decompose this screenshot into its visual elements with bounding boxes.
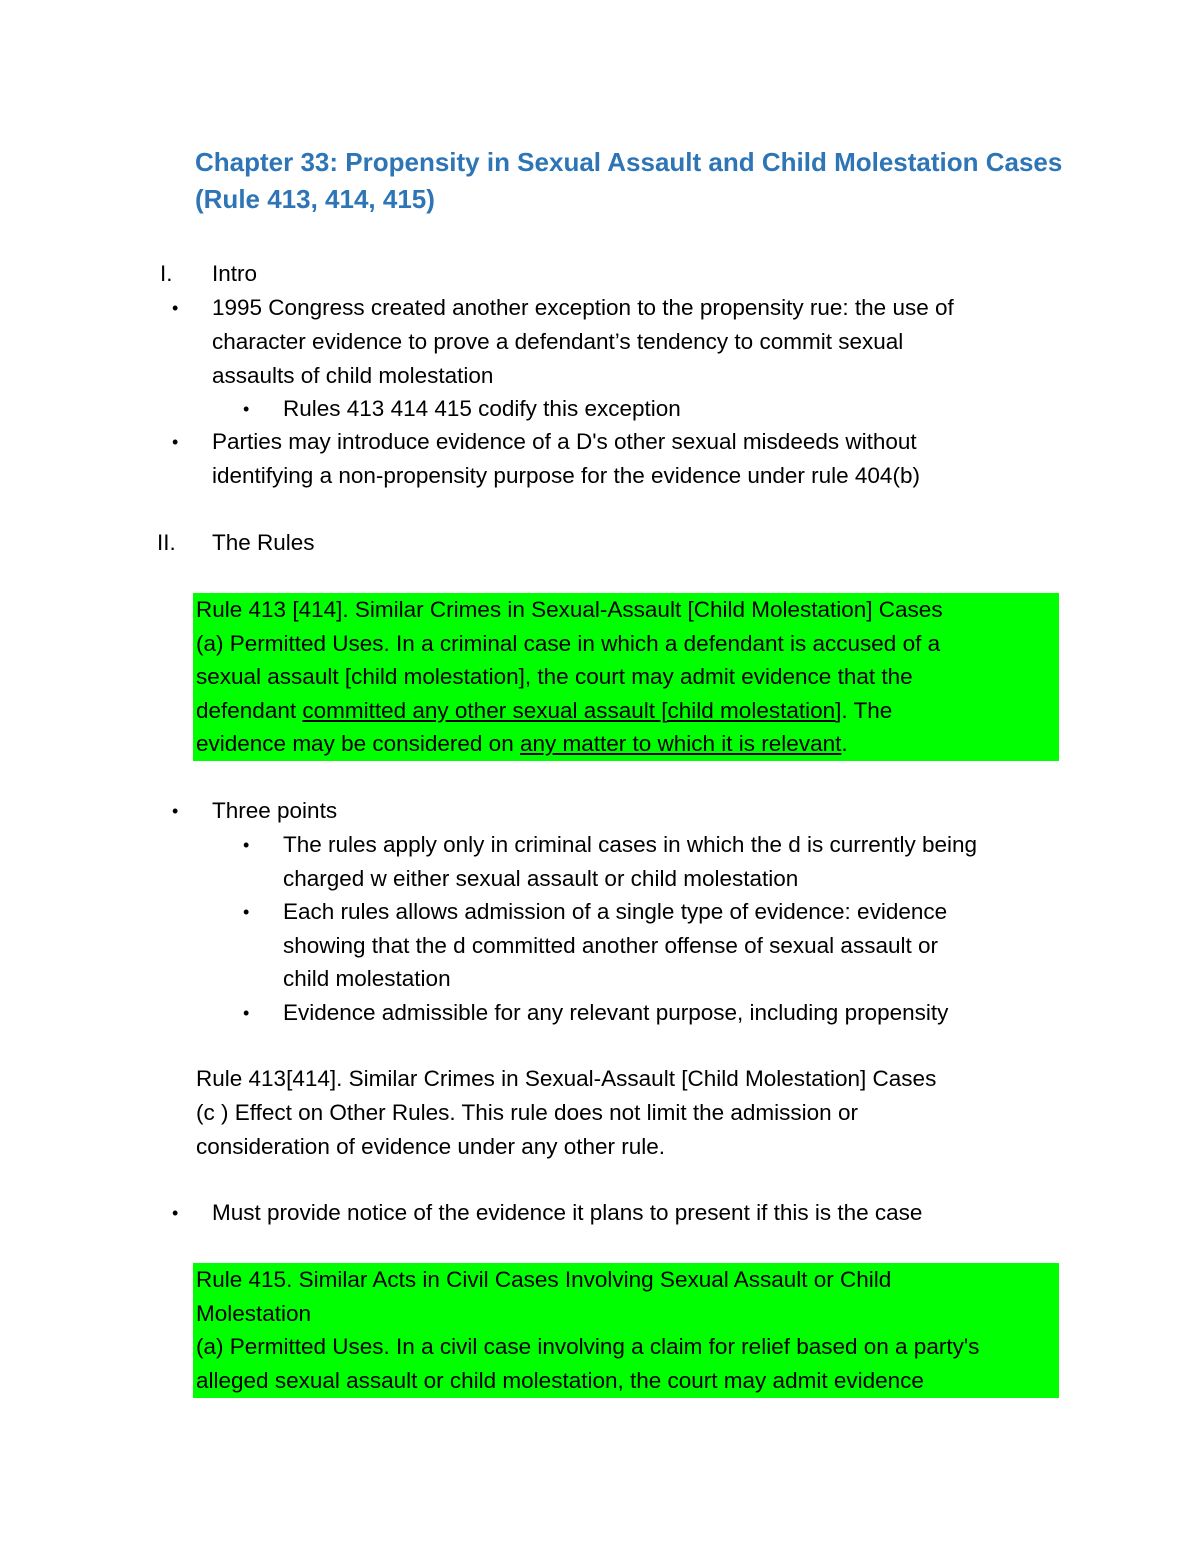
rule-413-line-5-text-b: . bbox=[841, 731, 848, 756]
point-2-line-1: Each rules allows admission of a single type of evidence: evidence bbox=[283, 899, 948, 924]
rule-413-line-5-text-a: evidence may be considered on bbox=[196, 731, 520, 756]
point-1-line-1: The rules apply only in criminal cases in which the d is currently being bbox=[283, 832, 978, 857]
rule-413-line-4-text-a: defendant bbox=[196, 697, 303, 723]
three-points-heading: Three points bbox=[212, 798, 338, 823]
rule-415-line-1: Rule 415. Similar Acts in Civil Cases Involving Sexual Assault or Child bbox=[196, 1267, 892, 1292]
rule-413-underlined-phrase-2: any matter to which it is relevant bbox=[519, 731, 842, 756]
rule-413-line-4 bbox=[196, 694, 1059, 728]
rule-415-line-3: (a) Permitted Uses. In a civil case involving a claim for relief based on a party's bbox=[196, 1334, 980, 1359]
sub-bullet-marker: • bbox=[243, 902, 250, 922]
rule-413-line-4-text-b: . The bbox=[841, 697, 893, 723]
intro-sub-bullet-1: Rules 413 414 415 codify this exception bbox=[283, 396, 681, 421]
bullet-marker: • bbox=[172, 298, 179, 318]
rule-413c-line-3: consideration of evidence under any other rule. bbox=[196, 1134, 666, 1159]
rule-413-line-1: Rule 413 [414]. Similar Crimes in Sexual-Assault [Child Molestation] Cases bbox=[196, 597, 943, 622]
rule-415-line-4: alleged sexual assault or child molestation, the court may admit evidence bbox=[196, 1367, 924, 1393]
point-3-line-1: Evidence admissible for any relevant purpose, including propensity bbox=[283, 1000, 949, 1025]
rule-413-line-2: (a) Permitted Uses. In a criminal case in which a defendant is accused of a bbox=[196, 630, 941, 656]
point-2-line-3: child molestation bbox=[283, 966, 451, 991]
rule-413-underlined-phrase-1: committed any other sexual assault [child molestation] bbox=[302, 697, 842, 723]
point-1-line-2: charged w either sexual assault or child molestation bbox=[283, 866, 799, 891]
notice-bullet: Must provide notice of the evidence it plans to present if this is the case bbox=[212, 1200, 923, 1225]
intro-bullet-1-line-2: character evidence to prove a defendant’s tendency to commit sexual bbox=[212, 329, 904, 354]
intro-bullet-2-line-2: identifying a non-propensity purpose for the evidence under rule 404(b) bbox=[212, 463, 920, 488]
rule-415-line-2: Molestation bbox=[196, 1300, 312, 1326]
rule-413-line-3: sexual assault [child molestation], the court may admit evidence that the bbox=[196, 664, 913, 689]
bullet-marker: • bbox=[172, 801, 179, 821]
section-numeral-1: I. bbox=[160, 261, 173, 286]
intro-bullet-1-line-1: 1995 Congress created another exception to the propensity rue: the use of bbox=[212, 295, 954, 320]
rule-413c-line-1: Rule 413[414]. Similar Crimes in Sexual-Assault [Child Molestation] Cases bbox=[196, 1066, 937, 1091]
intro-bullet-2-line-1: Parties may introduce evidence of a D's other sexual misdeeds without bbox=[212, 429, 917, 454]
bullet-marker: • bbox=[172, 432, 179, 452]
section-numeral-2: II. bbox=[157, 530, 176, 555]
bullet-marker: • bbox=[172, 1203, 179, 1223]
sub-bullet-marker: • bbox=[243, 835, 250, 855]
rule-415-highlight-box bbox=[193, 1263, 1059, 1398]
point-2-line-2: showing that the d committed another offense of sexual assault or bbox=[283, 933, 938, 958]
sub-bullet-marker: • bbox=[243, 399, 250, 419]
section-heading-rules: The Rules bbox=[212, 530, 315, 555]
rule-413-highlight-box bbox=[193, 593, 1059, 761]
rule-413-line-5 bbox=[196, 727, 1059, 761]
rule-413c-line-2: (c ) Effect on Other Rules. This rule does not limit the admission or bbox=[196, 1100, 858, 1125]
sub-bullet-marker: • bbox=[243, 1003, 250, 1023]
chapter-title: Chapter 33: Propensity in Sexual Assault and Child Molestation Cases (Rule 413, 414, 415) bbox=[195, 147, 1063, 214]
section-heading-intro: Intro bbox=[212, 261, 258, 286]
intro-bullet-1-line-3: assaults of child molestation bbox=[212, 363, 494, 388]
